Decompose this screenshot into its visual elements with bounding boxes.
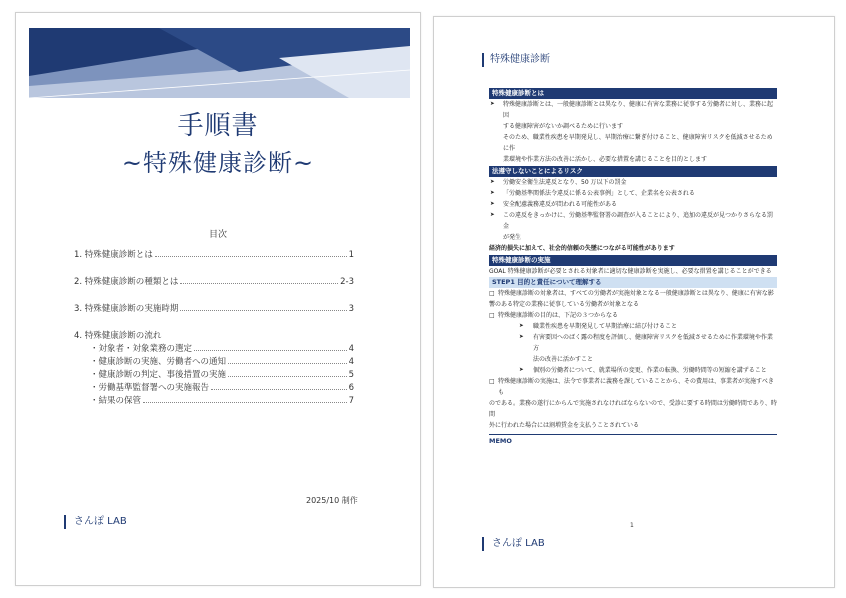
toc-leader — [180, 309, 346, 311]
toc-subitem-page: 6 — [348, 383, 354, 393]
toc-heading: 目次 — [208, 230, 227, 240]
toc-item-page: 1 — [348, 250, 354, 260]
toc-subitem[interactable] — [74, 341, 354, 354]
section-heading: 特殊健康診断の実施 — [489, 255, 777, 266]
bullet-text: ➤ この違反をきっかけに、労働基準監督署の調査が入ることにより、追加の違反が見つかりさらなる罰金 — [489, 210, 777, 232]
toc-subitem-label: ・健康診断の実施、労働者への通知 — [90, 357, 227, 367]
checkbox-text: □ 特殊健康診断の実施は、法令で事業者に義務を課していることから、その費用は、事業者が実施すべきも — [489, 376, 777, 398]
body-text: 業環境や作業方法の改善に活かし、必要な措置を講じることを目的とします — [503, 156, 708, 163]
toc-subitem-page: 7 — [348, 396, 354, 406]
toc-subitem-label: ・健康診断の判定、事後措置の実施 — [90, 370, 227, 380]
checkbox-text: □ 特殊健康診断の対象者は、すべての労働者が実施対象となる一般健康診断とは異なり、健康に有害な影 — [489, 288, 777, 299]
page-number: 1 — [630, 522, 634, 529]
toc-subitem[interactable] — [74, 354, 354, 367]
bullet-text: ➤ 個別の労働者について、就業場所の変更、作業の転換、労働時間等の短縮を講ずること — [489, 365, 777, 376]
cover-subtitle: ~特殊健康診断~ — [121, 149, 315, 177]
toc-subitem[interactable] — [74, 380, 354, 393]
toc-leader — [194, 349, 347, 351]
toc-subitem[interactable] — [74, 393, 354, 406]
brand-logo: さんぽ LAB — [64, 515, 127, 529]
brand-logo: さんぽ LAB — [482, 537, 545, 551]
toc-leader — [211, 388, 347, 390]
toc-leader — [155, 255, 347, 257]
toc-subitem[interactable] — [74, 367, 354, 380]
toc-subitem-page: 4 — [348, 344, 354, 354]
step-heading: STEP1 目的と責任について理解する — [489, 277, 777, 288]
body-text: のである。業務の遂行にからんで実施されなければならないので、受診に要する時間は労働時間であり、時間 — [489, 400, 777, 418]
toc-item-label: 4. 特殊健康診断の流れ — [74, 331, 162, 341]
section-heading: 特殊健康診断とは — [489, 88, 777, 99]
toc-subitem-page: 5 — [348, 370, 354, 380]
cover-banner — [29, 28, 410, 98]
toc-item[interactable] — [74, 274, 354, 287]
bullet-text: ➤ 有害要因へのばく露の程度を評価し、健康障害リスクを低減させるために作業環境や作業方 — [489, 332, 777, 354]
body-text: そのため、職業性疾患を早期発見し、早期治療に繋ぎ付けること、健康障害リスクを低減させるために作 — [503, 134, 773, 152]
bullet-text: ➤ 特殊健康診断とは、一般健康診断とは異なり、健康に有害な業務に従事する労働者に対し、業務に起因 — [489, 99, 777, 121]
toc-item-label: 1. 特殊健康診断とは — [74, 250, 153, 260]
toc-subitem-label: ・労働基準監督署への実施報告 — [90, 383, 210, 393]
toc-item[interactable] — [74, 328, 354, 341]
body-text: が発生 — [503, 234, 522, 241]
page-body — [489, 87, 777, 447]
toc-item-page: 2-3 — [340, 277, 354, 287]
toc-leader — [143, 401, 347, 403]
bullet-text: ➤ 安全配慮義務違反が問われる可能性がある — [489, 199, 777, 210]
body-text: 響のある特定の業務に従事している労働者が対象となる — [489, 301, 640, 308]
production-date: 2025/10 制作 — [306, 496, 358, 505]
toc-subitem-label: ・対象者・対象業務の選定 — [90, 344, 193, 354]
page-header: 特殊健康診断 — [482, 53, 550, 67]
toc-subitem-page: 4 — [348, 357, 354, 367]
toc-item[interactable] — [74, 301, 354, 314]
toc-item-label: 3. 特殊健康診断の実施時期 — [74, 304, 179, 314]
body-text: 法の改善に活かすこと — [533, 356, 594, 363]
checkbox-text: □ 特殊健康診断の目的は、下記の３つからなる — [489, 310, 777, 321]
body-text: 外に行われた場合には割増賃金を支払うことされている — [489, 422, 640, 429]
bullet-text: ➤ 職業性疾患を早期発見して早期治療に結び付けること — [489, 321, 777, 332]
goal-text: GOAL 特殊健康診断が必要とされる対象者に適切な健康診断を実施し、必要な措置を講じることができる — [489, 268, 772, 275]
toc-subitem-label: ・結果の保管 — [90, 396, 142, 406]
toc-leader — [228, 375, 347, 377]
cover-title: 手順書 — [177, 111, 259, 141]
section-heading: 法遵守しないことによるリスク — [489, 166, 777, 177]
content-page — [433, 16, 835, 588]
toc-leader — [180, 282, 338, 284]
toc-item-page: 3 — [348, 304, 354, 314]
memo-heading: MEMO — [489, 434, 777, 447]
toc-item[interactable] — [74, 247, 354, 260]
toc-leader — [228, 362, 347, 364]
body-text: する健康障害がないか調べるために行います — [503, 123, 624, 130]
table-of-contents — [74, 247, 354, 406]
risk-note: 経済的損失に加えて、社会的信頼の失墜につながる可能性があります — [489, 245, 675, 252]
toc-item-label: 2. 特殊健康診断の種類とは — [74, 277, 179, 287]
bullet-text: ➤ 「労働基準関係法令違反に係る公表事例」として、企業名を公表される — [489, 188, 777, 199]
bullet-text: ➤ 労働安全衛生法違反となり、50 万以下の罰金 — [489, 177, 777, 188]
cover-page — [15, 12, 421, 586]
